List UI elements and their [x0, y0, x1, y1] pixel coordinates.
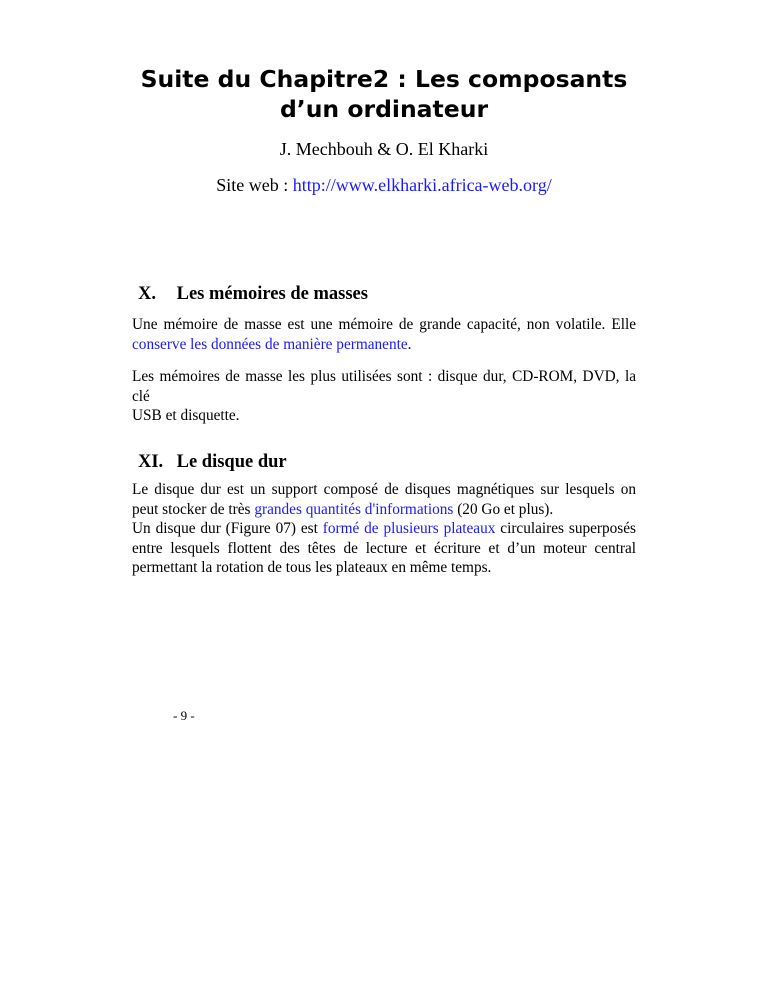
title-line-2: d’un ordinateur: [279, 95, 489, 123]
section-x-paragraph-2: [132, 367, 636, 426]
paragraph-text: Un disque dur (Figure 07) est: [132, 520, 323, 537]
page-number: - 9 -: [173, 708, 195, 723]
paragraph-text: circulaires superposés: [495, 520, 636, 537]
paragraph-line: Le disque dur est un support composé de disques magnétiques sur lesquels on: [132, 481, 636, 498]
section-xi-title: Le disque dur: [176, 452, 287, 472]
section-x-heading: [138, 283, 368, 305]
paragraph-line: permettant la rotation de tous les plateaux en même temps.: [132, 559, 492, 576]
section-x-title: Les mémoires de masses: [176, 284, 368, 304]
paragraph-line: USB et disquette.: [132, 407, 240, 424]
inline-link-conserve[interactable]: conserve les données de manière permanente: [132, 335, 408, 353]
inline-link-plateaux[interactable]: formé de plusieurs plateaux: [322, 520, 496, 537]
section-xi-heading: [138, 451, 287, 473]
section-xi-paragraph: [132, 480, 636, 578]
inline-link-quantites[interactable]: grandes quantités d'informations: [254, 500, 454, 518]
website-label: Site web :: [216, 175, 293, 195]
paragraph-line: [132, 519, 636, 539]
paragraph-line: [132, 500, 636, 520]
section-xi-number: XI.: [138, 452, 164, 472]
title-line-1: Suite du Chapitre2 : Les composants: [140, 65, 628, 93]
page-title: [100, 64, 668, 124]
paragraph-line: [132, 335, 636, 355]
section-x-number: X.: [138, 284, 156, 304]
paragraph-line: Les mémoires de masse les plus utilisées sont : disque dur, CD-ROM, DVD, la clé: [132, 368, 636, 405]
paragraph-line: Une mémoire de masse est une mémoire de grande capacité, non volatile. Elle: [132, 316, 636, 333]
paragraph-text: .: [407, 335, 412, 353]
paragraph-text: (20 Go et plus).: [453, 500, 554, 518]
section-x-paragraph-1: [132, 315, 636, 354]
paragraph-line: entre lesquels flottent des têtes de lecture et écriture et d’un moteur central: [132, 539, 636, 557]
website-line: [0, 174, 768, 196]
paragraph-text: peut stocker de très: [132, 500, 255, 518]
website-link[interactable]: http://www.elkharki.africa-web.org/: [292, 175, 552, 195]
authors: J. Mechbouh & O. El Kharki: [279, 139, 489, 159]
